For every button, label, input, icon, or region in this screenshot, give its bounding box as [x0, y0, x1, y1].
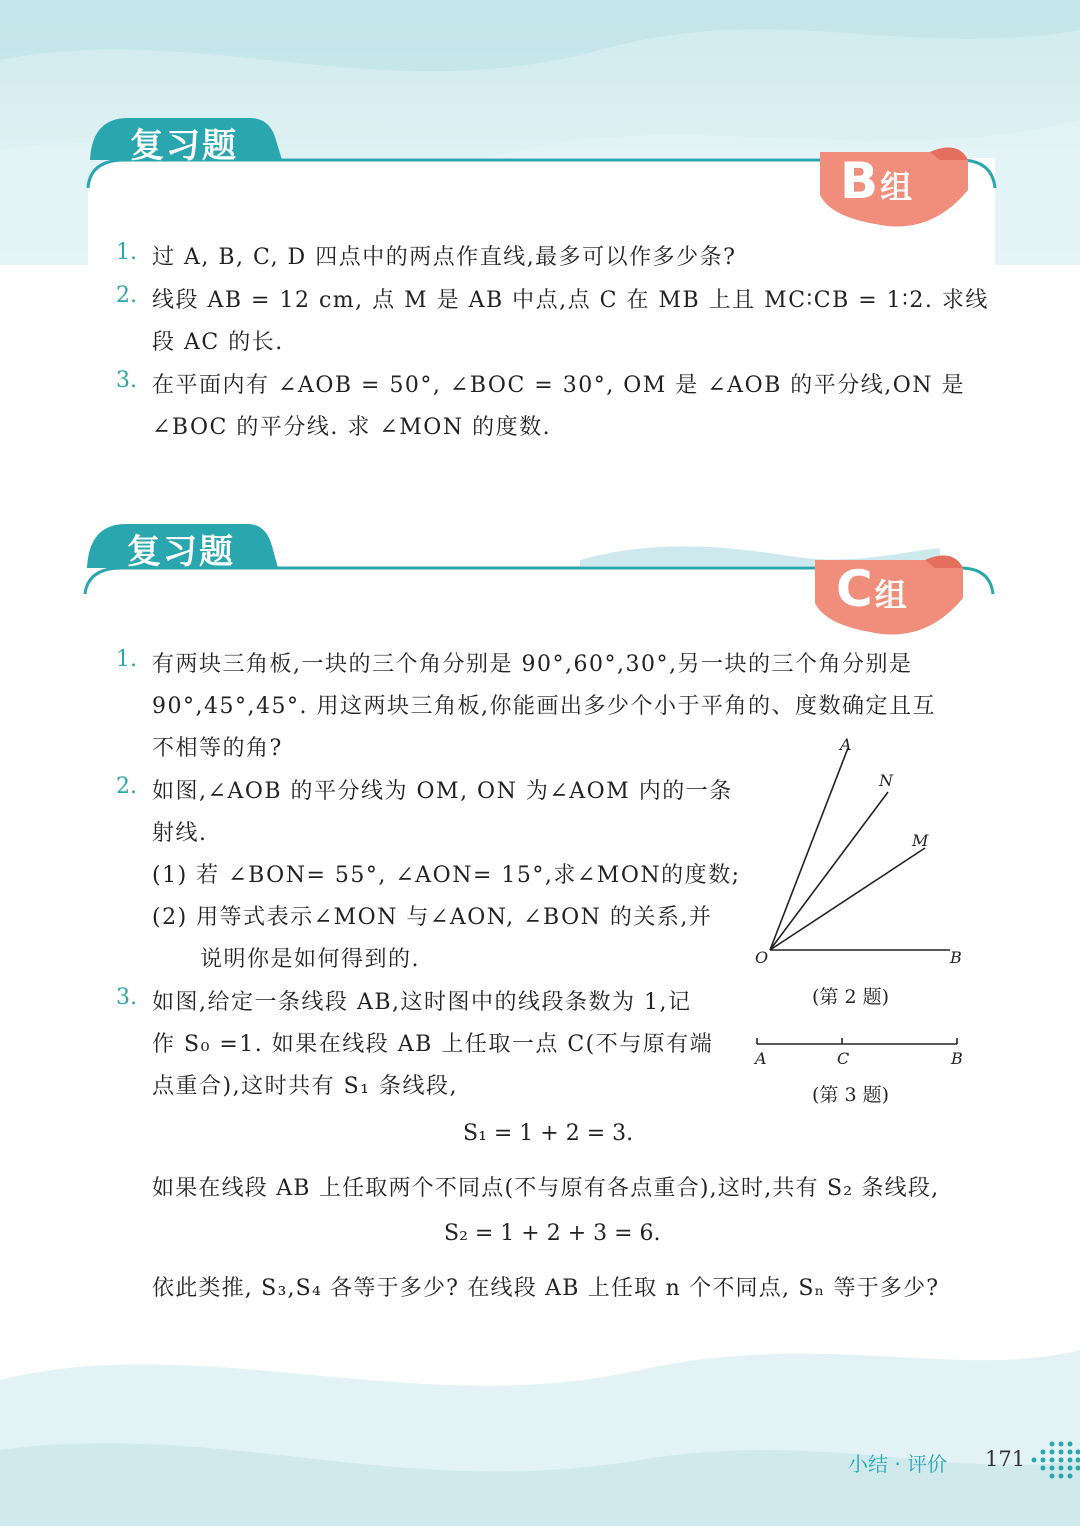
ray-oa — [770, 748, 848, 950]
b-q1-line1: 过 A, B, C, D 四点中的两点作直线,最多可以作多少条? — [152, 245, 737, 270]
c-q2-sub2a: (2) 用等式表示∠MON 与∠AON, ∠BON 的关系,并 — [152, 905, 713, 930]
c-q2-sub2b: 说明你是如何得到的. — [200, 947, 420, 972]
group-c-badge — [836, 560, 907, 618]
page-number: 171 — [985, 1447, 1026, 1471]
fig3-label-a: A — [755, 1049, 767, 1068]
b-q3-line1: 在平面内有 ∠AOB = 50°, ∠BOC = 30°, OM 是 ∠AOB 的平分线,ON 是 — [152, 373, 966, 398]
fig2-label-o: O — [755, 948, 769, 967]
figure-3-caption: (第 3 题) — [812, 1084, 889, 1106]
group-c-letter: C — [836, 560, 873, 618]
figure-segment-ab — [745, 1030, 975, 1070]
fig2-label-b: B — [950, 948, 962, 967]
c-q3-equation-1: S₁ = 1 + 2 = 3. — [463, 1121, 634, 1146]
fig2-label-m: M — [912, 831, 929, 850]
c-q2-line1: 如图,∠AOB 的平分线为 OM, ON 为∠AOM 内的一条 — [152, 779, 733, 804]
ray-om — [770, 848, 925, 950]
ray-on — [770, 792, 888, 950]
figure-angle-aob — [740, 730, 980, 975]
fig3-label-c: C — [837, 1049, 850, 1068]
c-q1-number: 1. — [116, 647, 137, 672]
group-b-badge — [840, 152, 912, 210]
b-q1-number: 1. — [116, 240, 137, 265]
fig3-label-b: B — [951, 1049, 963, 1068]
section-b-title: 复习题 — [130, 126, 238, 166]
c-q1-line1: 有两块三角板,一块的三个角分别是 90°,60°,30°,另一块的三个角分别是 — [152, 652, 913, 677]
fig2-label-a: A — [840, 735, 852, 754]
figure-2-caption: (第 2 题) — [812, 986, 889, 1008]
c-q3-line4: 如果在线段 AB 上任取两个不同点(不与原有各点重合),这时,共有 S₂ 条线段, — [152, 1176, 940, 1201]
c-q3-equation-2: S₂ = 1 + 2 + 3 = 6. — [444, 1221, 661, 1246]
group-b-suffix: 组 — [880, 168, 913, 206]
c-q2-sub1: (1) 若 ∠BON= 55°, ∠AON= 15°,求∠MON的度数; — [152, 863, 741, 888]
c-q3-line3: 点重合),这时共有 S₁ 条线段, — [152, 1074, 458, 1099]
footer-section-label: 小结 · 评价 — [848, 1452, 948, 1476]
section-c-title: 复习题 — [127, 532, 235, 572]
b-q3-line2: ∠BOC 的平分线. 求 ∠MON 的度数. — [152, 415, 552, 440]
c-q3-line1: 如图,给定一条线段 AB,这时图中的线段条数为 1,记 — [152, 990, 692, 1015]
c-q2-line2: 射线. — [152, 821, 208, 846]
b-q2-line2: 段 AC 的长. — [152, 330, 284, 355]
group-b-letter: B — [840, 152, 879, 210]
c-q2-number: 2. — [116, 774, 137, 799]
group-c-suffix: 组 — [874, 576, 907, 614]
b-q2-number: 2. — [116, 283, 137, 308]
b-q3-number: 3. — [116, 368, 137, 393]
c-q3-number: 3. — [116, 985, 137, 1010]
c-q3-line2: 作 S₀ =1. 如果在线段 AB 上任取一点 C(不与原有端 — [152, 1032, 714, 1057]
c-q1-line2: 90°,45°,45°. 用这两块三角板,你能画出多少个小于平角的、度数确定且互 — [152, 694, 936, 719]
c-q1-line3: 不相等的角? — [152, 736, 283, 761]
b-q2-line1: 线段 AB = 12 cm, 点 M 是 AB 中点,点 C 在 MB 上且 MC∶CB = 1∶2. 求线 — [152, 288, 989, 313]
fig2-label-n: N — [879, 771, 893, 790]
c-q3-line5: 依此类推, S₃,S₄ 各等于多少? 在线段 AB 上任取 n 个不同点, Sₙ 等于多少? — [152, 1276, 940, 1301]
